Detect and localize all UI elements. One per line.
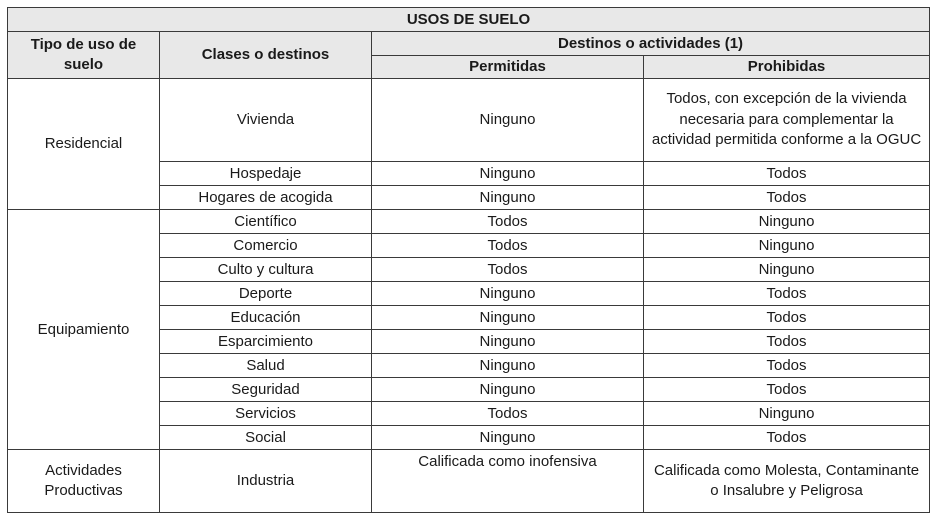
- group-label-productivas: Actividades Productivas: [8, 450, 160, 513]
- cell-permitidas: Todos: [372, 402, 644, 426]
- cell-permitidas: Ninguno: [372, 354, 644, 378]
- table-row: [8, 450, 930, 513]
- cell-permitidas: Todos: [372, 234, 644, 258]
- cell-clase: Esparcimiento: [160, 330, 372, 354]
- document-page: [7, 7, 930, 513]
- cell-clase: Hogares de acogida: [160, 186, 372, 210]
- cell-clase: Educación: [160, 306, 372, 330]
- cell-clase: Hospedaje: [160, 162, 372, 186]
- cell-prohibidas: Todos: [644, 162, 930, 186]
- cell-clase: Social: [160, 426, 372, 450]
- header-destinos: Destinos o actividades (1): [372, 32, 930, 56]
- cell-clase: Deporte: [160, 282, 372, 306]
- cell-prohibidas: Ninguno: [644, 402, 930, 426]
- table-row: [8, 210, 930, 234]
- cell-prohibidas: Ninguno: [644, 258, 930, 282]
- header-prohibidas: Prohibidas: [644, 56, 930, 79]
- cell-permitidas: Ninguno: [372, 186, 644, 210]
- cell-permitidas: Todos: [372, 258, 644, 282]
- cell-permitidas: Ninguno: [372, 162, 644, 186]
- cell-prohibidas: Todos: [644, 378, 930, 402]
- cell-clase: Culto y cultura: [160, 258, 372, 282]
- cell-clase: Vivienda: [160, 79, 372, 162]
- cell-clase: Salud: [160, 354, 372, 378]
- cell-permitidas: Ninguno: [372, 330, 644, 354]
- cell-prohibidas: Calificada como Molesta, Contaminante o Insalubre y Peligrosa: [644, 450, 930, 513]
- cell-prohibidas: Todos, con excepción de la vivienda necesaria para complementar la actividad permitida conforme a la OGUC: [644, 79, 930, 162]
- cell-clase: Científico: [160, 210, 372, 234]
- header-tipo: Tipo de uso de suelo: [8, 32, 160, 79]
- cell-clase: Industria: [160, 450, 372, 513]
- cell-prohibidas: Todos: [644, 330, 930, 354]
- cell-prohibidas: Todos: [644, 282, 930, 306]
- header-permitidas: Permitidas: [372, 56, 644, 79]
- cell-clase: Comercio: [160, 234, 372, 258]
- cell-prohibidas: Todos: [644, 426, 930, 450]
- table-title: USOS DE SUELO: [8, 8, 930, 32]
- cell-clase: Servicios: [160, 402, 372, 426]
- land-use-table: [7, 7, 930, 513]
- cell-prohibidas: Ninguno: [644, 234, 930, 258]
- table-row: [8, 79, 930, 162]
- header-clases: Clases o destinos: [160, 32, 372, 79]
- group-label-residencial: Residencial: [8, 79, 160, 210]
- cell-permitidas: Ninguno: [372, 306, 644, 330]
- cell-permitidas: Ninguno: [372, 378, 644, 402]
- cell-prohibidas: Todos: [644, 186, 930, 210]
- cell-prohibidas: Todos: [644, 306, 930, 330]
- cell-permitidas: Calificada como inofensiva: [372, 450, 644, 513]
- cell-permitidas: Ninguno: [372, 426, 644, 450]
- cell-permitidas: Ninguno: [372, 282, 644, 306]
- cell-permitidas: Todos: [372, 210, 644, 234]
- cell-clase: Seguridad: [160, 378, 372, 402]
- group-label-equipamiento: Equipamiento: [8, 210, 160, 450]
- cell-prohibidas: Todos: [644, 354, 930, 378]
- cell-prohibidas: Ninguno: [644, 210, 930, 234]
- cell-permitidas: Ninguno: [372, 79, 644, 162]
